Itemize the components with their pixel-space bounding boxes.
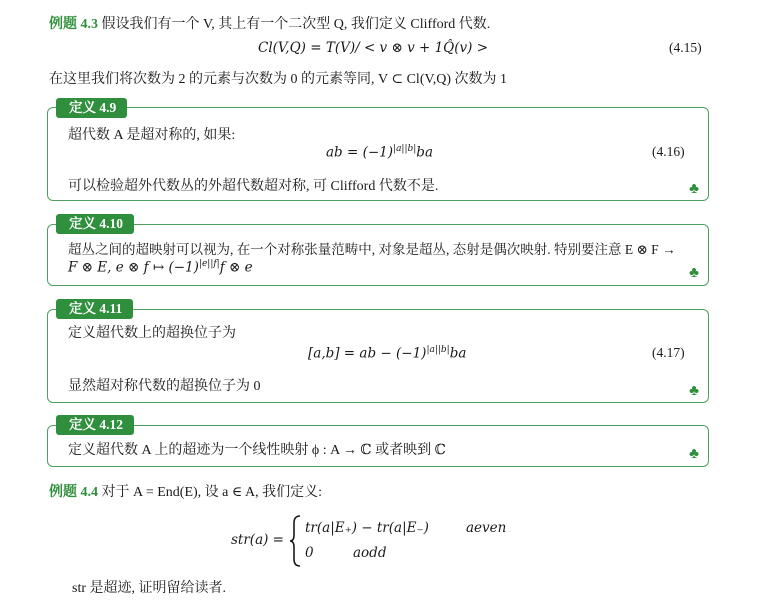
definition-text: 超代数 A 是超对称的, 如果: xyxy=(68,128,236,143)
definition-label: 定义 4.11 xyxy=(56,299,133,319)
definition-text: 定义超代数 A 上的超迹为一个线性映射 ϕ : A → ℂ 或者映到 ℂ xyxy=(68,443,446,458)
example-text: 假设我们有一个 V, 其上有一个二次型 Q, 我们定义 Clifford 代数. xyxy=(101,17,491,32)
definition-text: 超丛之间的超映射可以视为, 在一个对称张量范畴中, 对象是超丛, 态射是偶次映射. 特别要注意 E ⊗ F → xyxy=(68,242,676,257)
definition-label: 定义 4.10 xyxy=(56,214,134,234)
equation-number: (4.16) xyxy=(652,144,685,159)
definition-text: 可以检验超外代数丛的外超代数超对称, 可 Clifford 代数不是. xyxy=(68,179,439,194)
paragraph: str 是超迹, 证明留给读者. xyxy=(72,581,226,596)
paragraph: 在这里我们将次数为 2 的元素与次数为 0 的元素等同, V ⊂ Cl(V,Q) 次数为 1 xyxy=(49,72,508,87)
str-lhs: str(a) = xyxy=(231,532,284,548)
example-text: 对于 A = End(E), 设 a ∈ A, 我们定义: xyxy=(101,485,322,500)
equation-4-17: [a,b] = ab − $(-1)^{|a||b|}ba$ xyxy=(308,345,467,362)
case-1-expression: tr(a|E₊) − tr(a|E₋) xyxy=(305,520,429,536)
equation-number: (4.17) xyxy=(652,345,685,360)
definition-formula: F ⊗ E, e ⊗ f ↦ $(-1)^{|e||f|}f$ ⊗ e xyxy=(68,259,253,276)
definition-text: 显然超对称代数的超换位子为 0 xyxy=(68,379,261,394)
example-4-4-line xyxy=(49,481,322,501)
left-brace xyxy=(288,514,302,568)
club-icon: ♣ xyxy=(689,383,699,399)
definition-label: 定义 4.12 xyxy=(56,415,134,435)
club-icon: ♣ xyxy=(689,265,699,281)
case-1-condition: aeven xyxy=(466,520,507,536)
case-2-condition: aodd xyxy=(353,545,387,561)
example-4-3-line xyxy=(49,13,490,33)
club-icon: ♣ xyxy=(689,446,699,462)
equation-4-16: ab = $(-1)^{|a||b|}ba$ xyxy=(326,144,433,161)
definition-label: 定义 4.9 xyxy=(56,98,127,118)
example-label: 例题 4.4 xyxy=(49,485,98,500)
definition-text: 定义超代数上的超换位子为 xyxy=(68,326,236,341)
case-2-expression: 0 xyxy=(305,545,314,561)
equation-4-15: Cl(V,Q) = T(V)/ < v ⊗ v + 1Q̂(v) > xyxy=(258,40,489,56)
equation-number: (4.15) xyxy=(669,40,702,55)
club-icon: ♣ xyxy=(689,181,699,197)
example-label: 例题 4.3 xyxy=(49,17,98,32)
